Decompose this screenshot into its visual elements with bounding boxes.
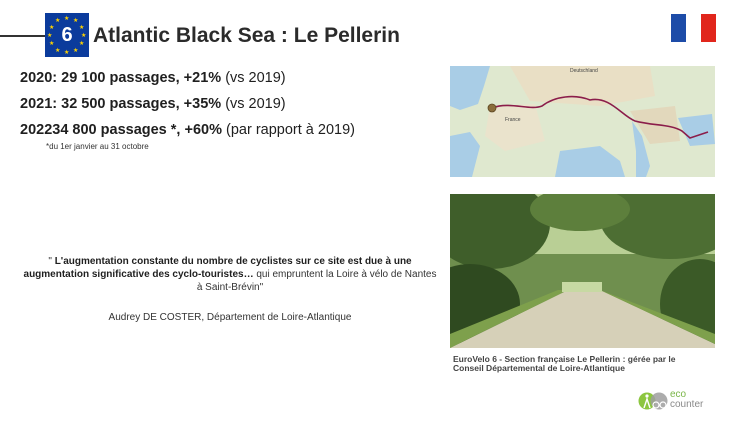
stat-note: (vs 2019) xyxy=(225,96,286,112)
eurovelo-badge xyxy=(45,13,89,57)
flag-stripe-red xyxy=(701,14,716,42)
eu-star-icon: ★ xyxy=(49,25,55,31)
quote-block xyxy=(20,255,440,294)
stat-value: 29 100 passages, +21% xyxy=(61,70,222,86)
quote-rest: qui empruntent la Loire à vélo de Nantes à Saint-Brévin" xyxy=(196,269,437,293)
route-map xyxy=(450,66,715,177)
stat-note: (par rapport à 2019) xyxy=(226,122,355,138)
page-title: Atlantic Black Sea : Le Pellerin xyxy=(93,24,400,47)
photo-caption: EuroVelo 6 - Section française Le Pellerin : gérée par le Conseil Départemental de Loire-Atlantique xyxy=(453,354,676,373)
eu-star-icon: ★ xyxy=(81,33,87,39)
stat-2020 xyxy=(20,70,286,86)
logo-text-counter: counter xyxy=(670,399,704,410)
quote-open: " xyxy=(48,256,52,267)
stat-2022 xyxy=(20,122,355,138)
eu-star-icon: ★ xyxy=(49,41,55,47)
stat-value: 34 800 passages *, +60% xyxy=(52,122,222,138)
eu-star-icon: ★ xyxy=(55,18,61,24)
eco-counter-icon xyxy=(638,388,668,414)
eu-star-icon: ★ xyxy=(64,16,70,22)
eu-star-icon: ★ xyxy=(73,18,79,24)
map-label-deutschland: Deutschland xyxy=(570,68,598,74)
cycle-path-photo xyxy=(450,194,715,348)
footnote: *du 1er janvier au 31 octobre xyxy=(46,142,149,151)
eco-counter-logo xyxy=(638,388,738,414)
stat-year: 2020: xyxy=(20,70,58,86)
flag-stripe-blue xyxy=(671,14,686,42)
eu-star-icon: ★ xyxy=(55,48,61,54)
eu-star-icon: ★ xyxy=(79,41,85,47)
route-number: 6 xyxy=(61,24,73,46)
eu-star-icon: ★ xyxy=(64,50,70,56)
quote-bold: L'augmentation constante du nombre de cyclistes sur ce site est due à une augmentation significative des cyclo-touristes… xyxy=(23,256,412,280)
stat-year: 2022 xyxy=(20,122,53,138)
eu-star-icon: ★ xyxy=(47,33,53,39)
stat-value: 32 500 passages, +35% xyxy=(61,96,222,112)
map-label-france: France xyxy=(505,117,521,123)
flag-stripe-white xyxy=(686,14,701,42)
quote-author: Audrey DE COSTER, Département de Loire-Atlantique xyxy=(108,312,352,323)
stat-2021 xyxy=(20,96,286,112)
eu-star-icon: ★ xyxy=(73,48,79,54)
eu-star-icon: ★ xyxy=(79,25,85,31)
stat-year: 2021: xyxy=(20,96,58,112)
france-flag-icon xyxy=(671,14,716,42)
logo-text-eco: eco xyxy=(670,389,687,400)
stat-note: (vs 2019) xyxy=(225,70,286,86)
